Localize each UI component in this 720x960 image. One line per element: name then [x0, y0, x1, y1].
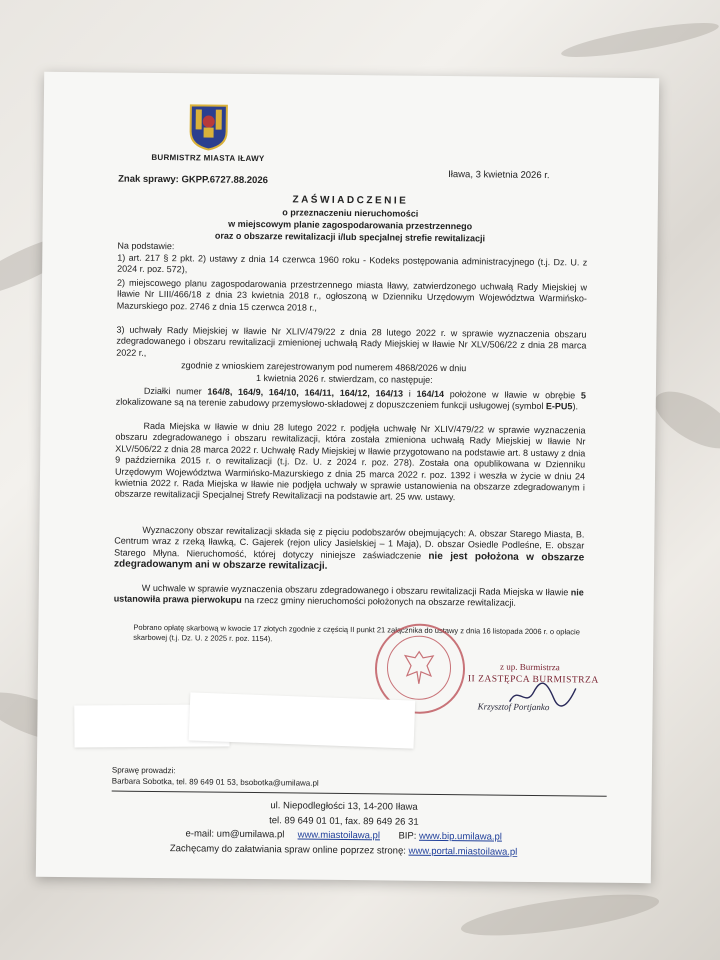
legal-basis-item: 1) art. 217 § 2 pkt. 2) ustawy z dnia 14 czerwca 1960 roku - Kodeks postępowania administracyjnego (t.j. Dz. U. z 2024 r. poz. 572),	[117, 252, 588, 275]
bip-link[interactable]: www.bip.umilawa.pl	[419, 830, 503, 843]
subtitle-line: oraz o obszarze rewitalizacji i/lub specjalnej strefie rewitalizacji	[214, 230, 486, 244]
footer-email: e-mail: um@umilawa.pl	[185, 828, 285, 841]
stamp-duty-note: Pobrano opłatę skarbową w kwocie 17 złotych zgodnie z częścią II punkt 21 załącznika do ustawy z dnia 16 listopada 2006 r. o opłacie skarbowej (t.j. Dz. U. z 2025 r. poz. 1154).	[133, 622, 580, 644]
on-behalf-label: z up. Burmistrza	[499, 661, 560, 673]
coat-of-arms-icon	[186, 101, 231, 151]
subareas-paragraph: Wyznaczony obszar rewitalizacji składa się z pięciu podobszarów obejmujących: A. obszar Starego Miasta, B. Centrum wraz z rzeką Iławką, C. Gajerek (rejon ulicy Jasielskiej – 1 Maja), D. obszar Osiedle Podleśne, E. obszar Starego Młyna. Nieruchomość, której dotyczy niniejsze zaświadczenie nie jest położona w obszarze zdegradowanym ani w obszarze rewitalizacji.	[114, 524, 585, 573]
case-handler-details: Barbara Sobotka, tel. 89 649 01 53, bsobotka@umilawa.pl	[111, 776, 319, 788]
subtitle-line: o przeznaczeniu nieruchomości	[282, 207, 419, 219]
plots-paragraph: Działki numer 164/8, 164/9, 164/10, 164/11, 164/12, 164/13 i 164/14 położone w Iławie w obrębie 5 zlokalizowane są na terenie zabudowy przemysłowo-składowej z dopuszczeniem funkcji usługowej (symbol E-PU5).	[115, 385, 586, 412]
revitalization-resolution-paragraph: Rada Miejska w Iławie w dniu 28 lutego 2022 r. podjęła uchwałę Nr XLIV/479/22 w sprawie wyznaczenia obszaru zdegradowanego i obszaru rewitalizacji, która została zmieniona uchwałą Rady Miejskiej w Iławie Nr XLV/506/22 z dnia 28 marca 2022 r. Uchwałę Rady Miejskiej w Iławie przygotowano na podstawie art. 8 ustawy z dnia 9 października 2015 r. o rewitalizacji (t.j. Dz. U. z 2024 r. poz. 278). Została ona opublikowana w Dzienniku Urzędowym Województwa Warmińsko-Mazurskiego z dnia 25 marca 2022 r. poz. 1392 i weszła w życie w dniu 24 kwietnia 2022 r. Rada Miejska w Iławie nie podjęła uchwały w sprawie ustanowienia na obszarze zdegradowanym i obszarze rewitalizacji Specjalnej Strefy Rewitalizacji na podstawie art. 25 ww. ustawy.	[114, 420, 586, 503]
preemption-paragraph: W uchwale w sprawie wyznaczenia obszaru zdegradowanego i obszaru rewitalizacji Rada Miejska w Iławie nie ustanowiła prawa pierwokupu na rzecz gminy nieruchomości położonych na obszarze rewitalizacji.	[113, 582, 584, 609]
marble-vein	[459, 886, 661, 944]
footer-portal	[36, 842, 651, 859]
marble-vein	[646, 380, 720, 460]
footer-contacts	[36, 827, 651, 844]
signatory-name: Krzysztof Portjanko	[477, 701, 550, 713]
redaction-sticker	[189, 692, 416, 748]
footer-phone: tel. 89 649 01 01, fax. 89 649 26 31	[269, 815, 419, 828]
footer-divider	[112, 791, 607, 797]
footer-address: ul. Niepodległości 13, 14-200 Iława	[270, 800, 418, 813]
eagle-icon	[403, 650, 435, 686]
legal-basis-item: 3) uchwały Rady Miejskiej w Iławie Nr XLIV/479/22 z dnia 28 lutego 2022 r. w sprawie wyznaczenia obszaru zdegradowanego i obszaru rewitalizacji zmienionej uchwałą Rady Miejskiej w Iławie Nr XLV/506/22 z dnia 28 marca 2022 r.,	[116, 324, 587, 358]
legal-basis-intro: Na podstawie:	[117, 240, 175, 252]
certification-statement: 1 kwietnia 2026 r. stwierdzam, co następuje:	[255, 373, 433, 385]
bip-label: BIP:	[398, 830, 420, 842]
subtitle-line: w miejscowym planie zagospodarowania przestrzennego	[228, 218, 473, 232]
case-reference: Znak sprawy: GKPP.6727.88.2026	[118, 173, 268, 187]
portal-text: Zachęcamy do załatwiania spraw online poprzez stronę:	[169, 843, 409, 857]
case-handler-label: Sprawę prowadzi:	[111, 765, 176, 776]
signatory-title: II ZASTĘPCA BURMISTRZA	[467, 674, 599, 686]
legal-basis-item: 2) miejscowego planu zagospodarowania przestrzennego miasta Iławy, zatwierdzonego uchwałą Rady Miejskiej w Iławie Nr LIII/466/18 z dnia 23 kwietnia 2018 r., ogłoszoną w Dzienniku Urzędowym Województwa Warmińsko-Mazurskiego poz. 2746 z dnia 15 czerwca 2018 r.,	[116, 277, 588, 313]
certificate-document	[36, 72, 659, 883]
request-reference: zgodnie z wnioskiem zarejestrowanym pod numerem 4868/2026 w dniu	[181, 360, 467, 374]
issuer-name: BURMISTRZ MIASTA IŁAWY	[151, 152, 265, 164]
marble-vein	[559, 16, 720, 63]
website-link[interactable]: www.miastoilawa.pl	[297, 829, 381, 842]
document-title: ZAŚWIADCZENIE	[292, 194, 409, 207]
portal-link[interactable]: www.portal.miastoilawa.pl	[408, 845, 518, 858]
place-and-date: Iława, 3 kwietnia 2026 r.	[448, 169, 550, 182]
